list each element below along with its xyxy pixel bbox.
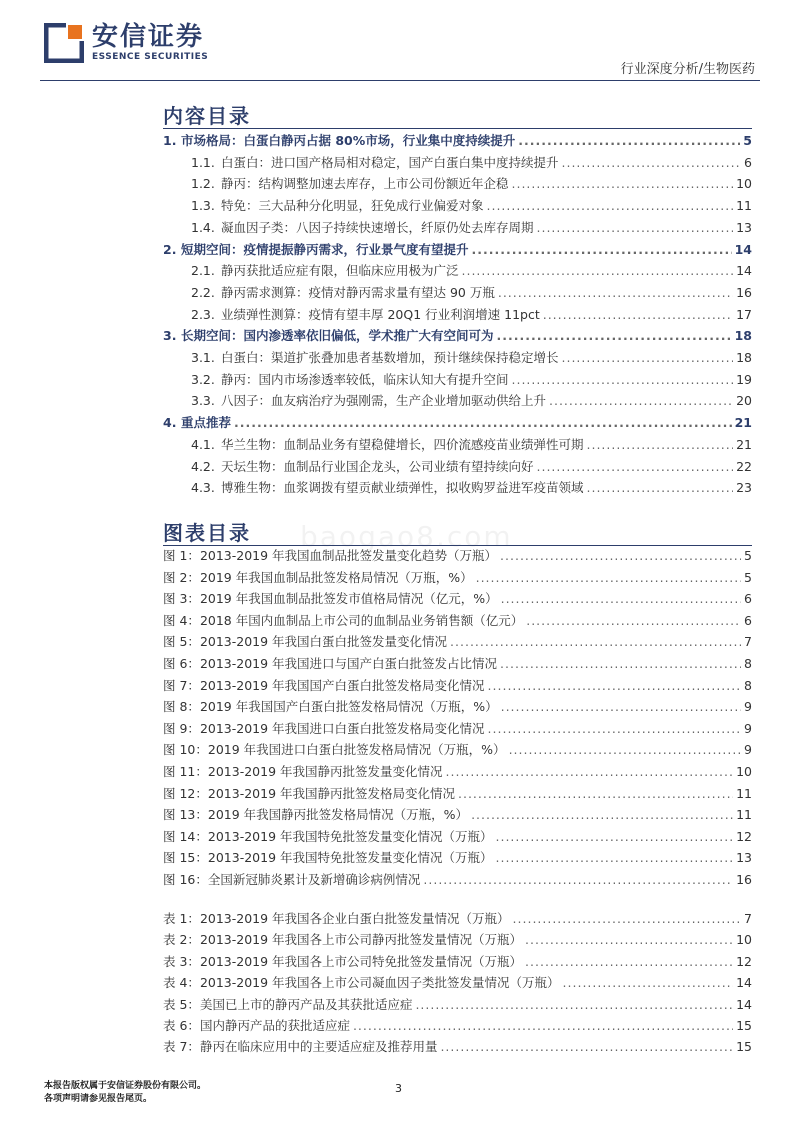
toc-entry-title: 特免：三大品种分化明显，狂免成行业偏爱对象 <box>221 198 484 214</box>
figure-label: 图 14： <box>163 828 208 844</box>
figure-label: 图 11： <box>163 764 208 779</box>
toc-leader-dots <box>498 285 733 301</box>
toc-entry[interactable] <box>163 242 752 258</box>
toc-entry-number: 1.3. <box>191 198 215 214</box>
figure-title: 2019 年我国血制品批签发市值格局情况（亿元，%） <box>199 591 498 607</box>
toc-entry-title: 长期空间：国内渗透率依旧偏低，学术推广大有空间可为 <box>181 328 494 344</box>
figure-label: 图 16： <box>163 872 208 887</box>
toc-leader-dots <box>562 155 742 171</box>
table-label: 表 7： <box>163 1039 200 1055</box>
toc-leader-dots <box>476 570 741 586</box>
toc-entry-title: 静丙获批适应症有限，但临床应用极为广泛 <box>221 263 459 279</box>
toc-leader-dots <box>472 242 732 258</box>
toc-entry-page: 10 <box>736 176 752 192</box>
toc-entry[interactable] <box>163 328 752 344</box>
figure-title: 全国新冠肺炎累计及新增确诊病例情况 <box>207 872 421 887</box>
toc-entry-page: 19 <box>736 371 752 387</box>
toc-entry-number: 3. <box>163 328 177 344</box>
table-title: 国内静丙产品的获批适应症 <box>199 1018 350 1033</box>
toc-entry-title: 业绩弹性测算：疫情有望丰厚 20Q1 行业利润增速 11pct <box>221 306 540 322</box>
toc-entry[interactable] <box>163 415 752 431</box>
toc-leader-dots <box>525 954 733 970</box>
toc-leader-dots <box>543 307 733 323</box>
figure-label: 图 8： <box>163 699 200 715</box>
toc-entry-page: 22 <box>736 458 752 474</box>
table-page: 10 <box>736 932 752 948</box>
figure-label: 图 4： <box>163 612 200 628</box>
toc-entry-title: 重点推荐 <box>181 415 232 431</box>
footer-copyright: 本报告版权属于安信证券股份有限公司。 <box>44 1081 207 1091</box>
figure-title: 2019 年我国国产白蛋白批签发格局情况（万瓶，%） <box>199 699 498 715</box>
toc-entry[interactable] <box>163 807 752 823</box>
figure-page: 8 <box>744 677 752 693</box>
toc-entry-number: 1.4. <box>191 219 215 235</box>
toc-entry-title: 八因子：血友病治疗为强刚需，生产企业增加驱动供给上升 <box>221 393 547 409</box>
toc-entry[interactable] <box>163 954 752 970</box>
toc-entry-title: 白蛋白：渠道扩张叠加患者基数增加，预计继续保持稳定增长 <box>221 350 559 365</box>
figures-title: 图表目录 <box>163 521 251 545</box>
toc-entry-page: 18 <box>734 328 752 344</box>
figure-label: 图 6： <box>163 656 200 671</box>
toc-entry-page: 21 <box>734 415 752 431</box>
toc-entry-number: 4. <box>163 415 177 431</box>
figure-label: 图 7： <box>163 677 200 693</box>
table-page: 7 <box>744 911 752 926</box>
toc-entry-number: 3.3. <box>191 393 215 409</box>
toc-entry[interactable] <box>163 1039 752 1055</box>
figure-label: 图 13： <box>163 807 208 823</box>
toc-entry-number: 1.1. <box>191 154 215 170</box>
figure-page: 10 <box>736 764 752 779</box>
figure-page: 5 <box>744 548 752 563</box>
figure-label: 图 2： <box>163 569 200 585</box>
toc-entry-page: 14 <box>734 241 752 257</box>
toc-leader-dots <box>462 263 734 279</box>
toc-leader-dots <box>450 634 741 650</box>
figure-page: 9 <box>744 720 752 736</box>
toc-entry-page: 13 <box>736 219 752 235</box>
toc-entry[interactable] <box>163 570 752 586</box>
toc-entry-page: 6 <box>744 154 752 170</box>
table-page: 14 <box>736 975 752 991</box>
table-title: 2013-2019 年我国各上市公司凝血因子类批签发量情况（万瓶） <box>199 975 560 991</box>
toc-entry-number: 2.1. <box>191 263 215 279</box>
toc-leader-dots <box>487 198 734 214</box>
table-label: 表 5： <box>163 996 200 1012</box>
header-divider <box>40 80 760 81</box>
toc-entry[interactable] <box>163 850 752 866</box>
toc-leader-dots <box>488 678 742 694</box>
toc-leader-dots <box>458 786 733 802</box>
table-label: 表 4： <box>163 975 200 991</box>
toc-entry[interactable] <box>191 480 752 496</box>
table-title: 静丙在临床应用中的主要适应症及推荐用量 <box>199 1039 438 1055</box>
figure-label: 图 9： <box>163 720 200 736</box>
toc-entry-title: 短期空间：疫情提振静丙需求，行业景气度有望提升 <box>181 241 469 257</box>
toc-entry[interactable] <box>191 220 752 236</box>
toc-entry[interactable] <box>191 198 752 214</box>
toc-entry[interactable] <box>163 548 752 564</box>
toc-entry-page: 20 <box>736 393 752 409</box>
toc-entry[interactable] <box>191 176 752 192</box>
toc-entry-title: 华兰生物：血制品业务有望稳健增长，四价流感疫苗业绩弹性可期 <box>221 436 584 452</box>
toc-entry-number: 4.1. <box>191 436 215 452</box>
toc-entry[interactable] <box>163 872 752 888</box>
figure-title: 2013-2019 年我国静丙批签发格局变化情况 <box>207 785 455 801</box>
figure-title: 2013-2019 年我国进口白蛋白批签发格局变化情况 <box>199 720 485 736</box>
toc-entry-number: 3.1. <box>191 350 215 365</box>
page-number: 3 <box>395 1082 402 1095</box>
toc-entry-page: 5 <box>743 133 752 148</box>
toc-leader-dots <box>587 437 734 453</box>
toc-entry[interactable] <box>163 721 752 737</box>
toc-entry-number: 2.3. <box>191 306 215 322</box>
toc-entry-title: 博雅生物：血浆调拨有望贡献业绩弹性，拟收购罗益进军疫苗领域 <box>221 480 584 496</box>
figure-title: 2018 年国内血制品上市公司的血制品业务销售额（亿元） <box>199 612 524 628</box>
toc-entry[interactable] <box>163 829 752 845</box>
table-label: 表 2： <box>163 932 200 948</box>
toc-entry-page: 23 <box>736 480 752 496</box>
toc-leader-dots <box>512 372 734 388</box>
figure-page: 6 <box>744 591 752 607</box>
figure-page: 5 <box>744 569 752 585</box>
figure-title: 2013-2019 年我国进口与国产白蛋白批签发占比情况 <box>199 656 498 671</box>
contents-title: 内容目录 <box>163 104 251 128</box>
toc-entry[interactable] <box>163 997 752 1013</box>
toc-leader-dots <box>423 872 733 888</box>
toc-entry-page: 14 <box>736 263 752 279</box>
figure-title: 2013-2019 年我国特免批签发量变化情况（万瓶） <box>207 828 493 844</box>
toc-entry-number: 2. <box>163 241 177 257</box>
table-page: 14 <box>736 996 752 1012</box>
table-page: 15 <box>736 1018 752 1033</box>
toc-leader-dots <box>587 480 734 496</box>
toc-entry[interactable] <box>191 437 752 453</box>
toc-entry-number: 4.2. <box>191 458 215 474</box>
toc-leader-dots <box>509 742 741 758</box>
toc-entry-number: 2.2. <box>191 284 215 300</box>
figure-page: 7 <box>744 634 752 650</box>
figure-page: 9 <box>744 742 752 758</box>
toc-entry[interactable] <box>163 932 752 948</box>
toc-leader-dots <box>415 997 733 1013</box>
figure-page: 16 <box>736 872 752 887</box>
essence-logo-icon <box>44 23 84 63</box>
toc-entry[interactable] <box>163 911 752 927</box>
figure-label: 图 15： <box>163 850 208 866</box>
toc-entry-title: 白蛋白：进口国产格局相对稳定，国产白蛋白集中度持续提升 <box>221 154 559 170</box>
toc-leader-dots <box>525 932 733 948</box>
logo-english-name: ESSENCE SECURITIES <box>92 52 209 62</box>
toc-leader-dots <box>446 764 734 780</box>
figure-page: 11 <box>736 807 752 823</box>
toc-entry-page: 16 <box>736 284 752 300</box>
toc-leader-dots <box>518 133 740 149</box>
toc-leader-dots <box>526 613 741 629</box>
logo-chinese-name: 安信证券 <box>92 22 205 52</box>
toc-leader-dots <box>549 393 733 409</box>
toc-entry-number: 3.2. <box>191 371 215 387</box>
toc-entry-title: 市场格局：白蛋白静丙占据 80%市场，行业集中度持续提升 <box>181 133 516 148</box>
toc-leader-dots <box>234 415 732 431</box>
figure-title: 2013-2019 年我国血制品批签发量变化趋势（万瓶） <box>199 548 498 563</box>
watermark: baogao8.com <box>300 520 513 553</box>
toc-entry[interactable] <box>163 613 752 629</box>
toc-entry[interactable] <box>163 742 752 758</box>
figure-title: 2013-2019 年我国国产白蛋白批签发格局变化情况 <box>199 677 485 693</box>
toc-leader-dots <box>500 548 741 564</box>
company-logo <box>44 22 208 63</box>
figure-page: 12 <box>736 828 752 844</box>
table-page: 15 <box>736 1039 752 1055</box>
toc-leader-dots <box>500 656 741 672</box>
toc-entry-page: 21 <box>736 436 752 452</box>
toc-entry-number: 1.2. <box>191 176 215 192</box>
report-type: 行业深度分析/生物医药 <box>620 62 755 77</box>
contents-title-rule <box>163 128 752 129</box>
toc-entry[interactable] <box>163 133 752 149</box>
toc-entry[interactable] <box>163 975 752 991</box>
table-label: 表 1： <box>163 911 200 926</box>
toc-entry[interactable] <box>163 656 752 672</box>
toc-leader-dots <box>501 699 741 715</box>
footer-statement-note: 各项声明请参见报告尾页。 <box>44 1094 153 1104</box>
figure-label: 图 3： <box>163 591 200 607</box>
toc-entry[interactable] <box>191 393 752 409</box>
toc-entry-page: 17 <box>736 306 752 322</box>
figure-page: 9 <box>744 699 752 715</box>
figure-label: 图 5： <box>163 634 200 650</box>
figure-label: 图 1： <box>163 548 200 563</box>
figure-title: 2013-2019 年我国静丙批签发量变化情况 <box>207 764 443 779</box>
figures-title-rule <box>163 545 752 546</box>
toc-entry[interactable] <box>191 459 752 475</box>
toc-entry-page: 18 <box>736 350 752 365</box>
toc-entry[interactable] <box>191 155 752 171</box>
figure-page: 6 <box>744 612 752 628</box>
toc-leader-dots <box>537 459 734 475</box>
toc-leader-dots <box>497 328 732 344</box>
figure-page: 13 <box>736 850 752 866</box>
table-label: 表 6： <box>163 1018 200 1033</box>
toc-entry-number: 4.3. <box>191 480 215 496</box>
toc-entry[interactable] <box>163 591 752 607</box>
toc-entry[interactable] <box>191 372 752 388</box>
toc-entry[interactable] <box>163 764 752 780</box>
figure-title: 2019 年我国静丙批签发格局情况（万瓶，%） <box>207 807 469 823</box>
figure-title: 2013-2019 年我国白蛋白批签发量变化情况 <box>199 634 448 650</box>
toc-entry-number: 1. <box>163 133 177 148</box>
toc-entry[interactable] <box>191 263 752 279</box>
toc-entry-title: 静丙：结构调整加速去库存，上市公司份额近年企稳 <box>221 176 509 192</box>
toc-leader-dots <box>353 1018 733 1034</box>
table-title: 2013-2019 年我国各企业白蛋白批签发量情况（万瓶） <box>199 911 510 926</box>
toc-entry[interactable] <box>191 285 752 301</box>
toc-entry[interactable] <box>163 1018 752 1034</box>
table-title: 2013-2019 年我国各上市公司特免批签发量情况（万瓶） <box>199 953 523 969</box>
table-title: 美国已上市的静丙产品及其获批适应症 <box>199 996 413 1012</box>
figure-title: 2019 年我国血制品批签发格局情况（万瓶，%） <box>199 569 473 585</box>
table-page: 12 <box>736 953 752 969</box>
toc-entry[interactable] <box>163 786 752 802</box>
toc-entry-title: 天坛生物：血制品行业国企龙头，公司业绩有望持续向好 <box>221 458 534 474</box>
figure-page: 11 <box>736 785 752 801</box>
toc-leader-dots <box>537 220 734 236</box>
toc-entry-title: 静丙需求测算：疫情对静丙需求量有望达 90 万瓶 <box>221 284 495 300</box>
figure-page: 8 <box>744 656 752 671</box>
toc-leader-dots <box>512 176 734 192</box>
toc-entry-title: 静丙：国内市场渗透率较低，临床认知大有提升空间 <box>221 371 509 387</box>
toc-entry-page: 11 <box>736 198 752 214</box>
figure-label: 图 12： <box>163 785 208 801</box>
figure-label: 图 10： <box>163 742 208 758</box>
footer-disclaimer <box>44 1080 206 1106</box>
toc-entry[interactable] <box>163 678 752 694</box>
toc-entry[interactable] <box>191 307 752 323</box>
toc-leader-dots <box>496 850 734 866</box>
toc-entry[interactable] <box>163 634 752 650</box>
toc-leader-dots <box>513 911 742 927</box>
table-label: 表 3： <box>163 953 200 969</box>
toc-entry[interactable] <box>163 699 752 715</box>
toc-leader-dots <box>488 721 742 737</box>
table-title: 2013-2019 年我国各上市公司静丙批签发量情况（万瓶） <box>199 932 523 948</box>
toc-leader-dots <box>562 350 734 366</box>
toc-entry[interactable] <box>191 350 752 366</box>
figure-title: 2013-2019 年我国特免批签发量变化情况（万瓶） <box>207 850 493 866</box>
toc-leader-dots <box>471 807 733 823</box>
toc-leader-dots <box>563 975 734 991</box>
figure-title: 2019 年我国进口白蛋白批签发格局情况（万瓶，%） <box>207 742 506 758</box>
toc-leader-dots <box>496 829 734 845</box>
toc-entry-title: 凝血因子类：八因子持续快速增长，纤原仍处去库存周期 <box>221 219 534 235</box>
toc-leader-dots <box>440 1039 733 1055</box>
toc-leader-dots <box>501 591 741 607</box>
